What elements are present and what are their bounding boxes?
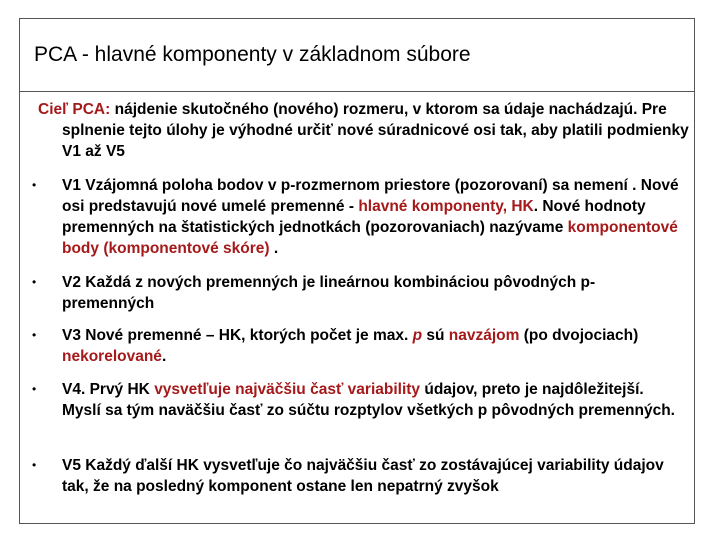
bullet-v1-text — [62, 175, 682, 259]
bullet-v3-part: . — [161, 348, 167, 365]
bullet-v2 — [32, 272, 682, 314]
bullet-v1-highlight: hlavné komponenty, HK — [358, 198, 534, 215]
content-box — [19, 92, 695, 524]
bullet-v3-part: V3 Nové premenné – HK, ktorých počet je max. — [62, 327, 413, 344]
bullet-v1-part: . — [269, 240, 279, 257]
bullet-v5-text: V5 Každý ďalší HK vysvetľuje čo najväčšiu časť zo zostávajúcej variability údajov tak, že na posledný komponent ostane len nepatrný zvyšok — [62, 457, 664, 495]
bullet-v4 — [32, 379, 682, 421]
bullet-v1-part: . Nové hodnoty premenných na štatistických jednotkách (pozorovaniach) nazývame — [62, 198, 646, 236]
bullet-v5 — [32, 455, 682, 497]
bullet-v3-italic: p — [412, 327, 423, 344]
bullet-v3-part: sú — [422, 327, 449, 344]
bullet-v2-text: V2 Každá z nových premenných je lineárnou kombináciou pôvodných p-premenných — [62, 274, 596, 312]
title-box — [19, 18, 695, 92]
bullet-dot-icon: • — [32, 275, 37, 289]
page-title: PCA - hlavné komponenty v základnom súbore — [34, 43, 471, 66]
bullet-dot-icon: • — [32, 178, 37, 192]
bullet-v3-highlight: nekorelované — [62, 348, 162, 365]
bullet-v3 — [32, 325, 682, 367]
bullet-v4-highlight: vysvetľuje najväčšiu časť variability — [154, 381, 421, 398]
intro-paragraph — [38, 99, 702, 162]
bullet-dot-icon: • — [32, 382, 37, 396]
intro-text: nájdenie skutočného (nového) rozmeru, v ktorom sa údaje nachádzajú. Pre splnenie tejto úlohy je výhodné určiť nové súradnicové osi tak, aby platili podmienky V1 až V5 — [62, 101, 689, 160]
bullet-v1 — [32, 175, 682, 259]
bullet-v1-part: V1 Vzájomná poloha bodov v p-rozmernom priestore (pozorovaní) sa nemení . Nové osi predstavujú nové umelé premenné - — [62, 177, 679, 215]
bullet-v4-text — [62, 379, 682, 421]
bullet-v1-highlight: komponentové body (komponentové skóre) — [62, 219, 678, 257]
bullet-dot-icon: • — [32, 458, 37, 472]
bullet-v3-text — [62, 325, 682, 367]
bullet-dot-icon: • — [32, 328, 37, 342]
bullet-v4-part: údajov, preto je najdôležitejší. Myslí sa tým naväčšiu časť zo súčtu rozptylov všetkých p pôvodných premenných. — [62, 381, 675, 419]
bullet-v3-part: (po dvojociach) — [519, 327, 639, 344]
bullet-v4-part: V4. Prvý HK — [62, 381, 155, 398]
intro-label: Cieľ PCA: — [38, 101, 111, 118]
bullet-v3-highlight: navzájom — [448, 327, 520, 344]
